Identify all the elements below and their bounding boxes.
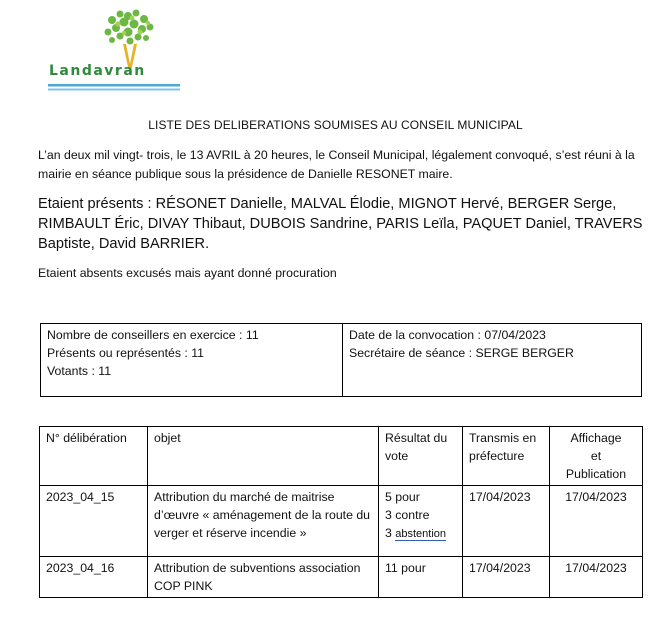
row-transmis: 17/04/2023 xyxy=(463,557,550,598)
row-vote xyxy=(379,486,463,557)
header-affichage: Affichage et Publication xyxy=(550,427,643,486)
presents-count: Présents ou représentés : 11 xyxy=(47,346,204,360)
row-transmis: 17/04/2023 xyxy=(463,486,550,557)
conseillers-count: Nombre de conseillers en exercice : 11 xyxy=(47,328,259,342)
row-numero: 2023_04_16 xyxy=(40,557,148,598)
intro-paragraph: L’an deux mil vingt- trois, le 13 AVRIL à 20 heures, le Conseil Municipal, légalement convoqué, s’est réuni à la mairie en séance publique sous la présidence de Danielle RESONET maire. xyxy=(38,148,635,181)
header-resultat: Résultat du vote xyxy=(379,427,463,486)
row-objet: Attribution du marché de maitrise d’œuvre « aménagement de la route du verger et réserve incendie » xyxy=(148,486,379,557)
row-numero: 2023_04_15 xyxy=(40,486,148,557)
commune-logo xyxy=(46,6,186,92)
convocation-date: Date de la convocation : 07/04/2023 xyxy=(349,328,546,342)
tree-logo-icon xyxy=(46,6,186,92)
header-transmis: Transmis en préfecture xyxy=(463,427,550,486)
session-info-table xyxy=(40,323,642,397)
logo-text: Landavran xyxy=(49,63,146,79)
document-title: LISTE DES DELIBERATIONS SOUMISES AU CONSEIL MUNICIPAL xyxy=(148,118,523,132)
row-vote xyxy=(379,557,463,598)
header-numero: N° délibération xyxy=(40,427,148,486)
vote-pour: 5 pour xyxy=(385,490,420,504)
session-details-cell xyxy=(343,324,642,397)
counts-cell xyxy=(41,324,343,397)
row-affichage: 17/04/2023 xyxy=(550,486,643,557)
vote-pour: 11 pour xyxy=(385,561,426,575)
vote-contre: 3 contre xyxy=(385,508,430,522)
table-row xyxy=(40,486,643,557)
row-objet: Attribution de subventions association COP PINK xyxy=(148,557,379,598)
vote-abstention: 3 abstention xyxy=(385,526,447,540)
header-objet: objet xyxy=(148,427,379,486)
table-row xyxy=(40,557,643,598)
table-header-row xyxy=(40,427,643,486)
absents-paragraph: Etaient absents excusés mais ayant donné procuration xyxy=(38,266,337,280)
row-affichage: 17/04/2023 xyxy=(550,557,643,598)
secretaire-seance: Secrétaire de séance : SERGE BERGER xyxy=(349,346,574,360)
attendees-paragraph: Etaient présents : RÉSONET Danielle, MALVAL Élodie, MIGNOT Hervé, BERGER Serge, RIMBAULT Éric, DIVAY Thibaut, DUBOIS Sandrine, PARIS Leïla, PAQUET Daniel, TRAVERS Baptiste, David BARRIER. xyxy=(38,196,643,252)
votants-count: Votants : 11 xyxy=(47,364,112,378)
deliberations-table xyxy=(39,426,643,598)
